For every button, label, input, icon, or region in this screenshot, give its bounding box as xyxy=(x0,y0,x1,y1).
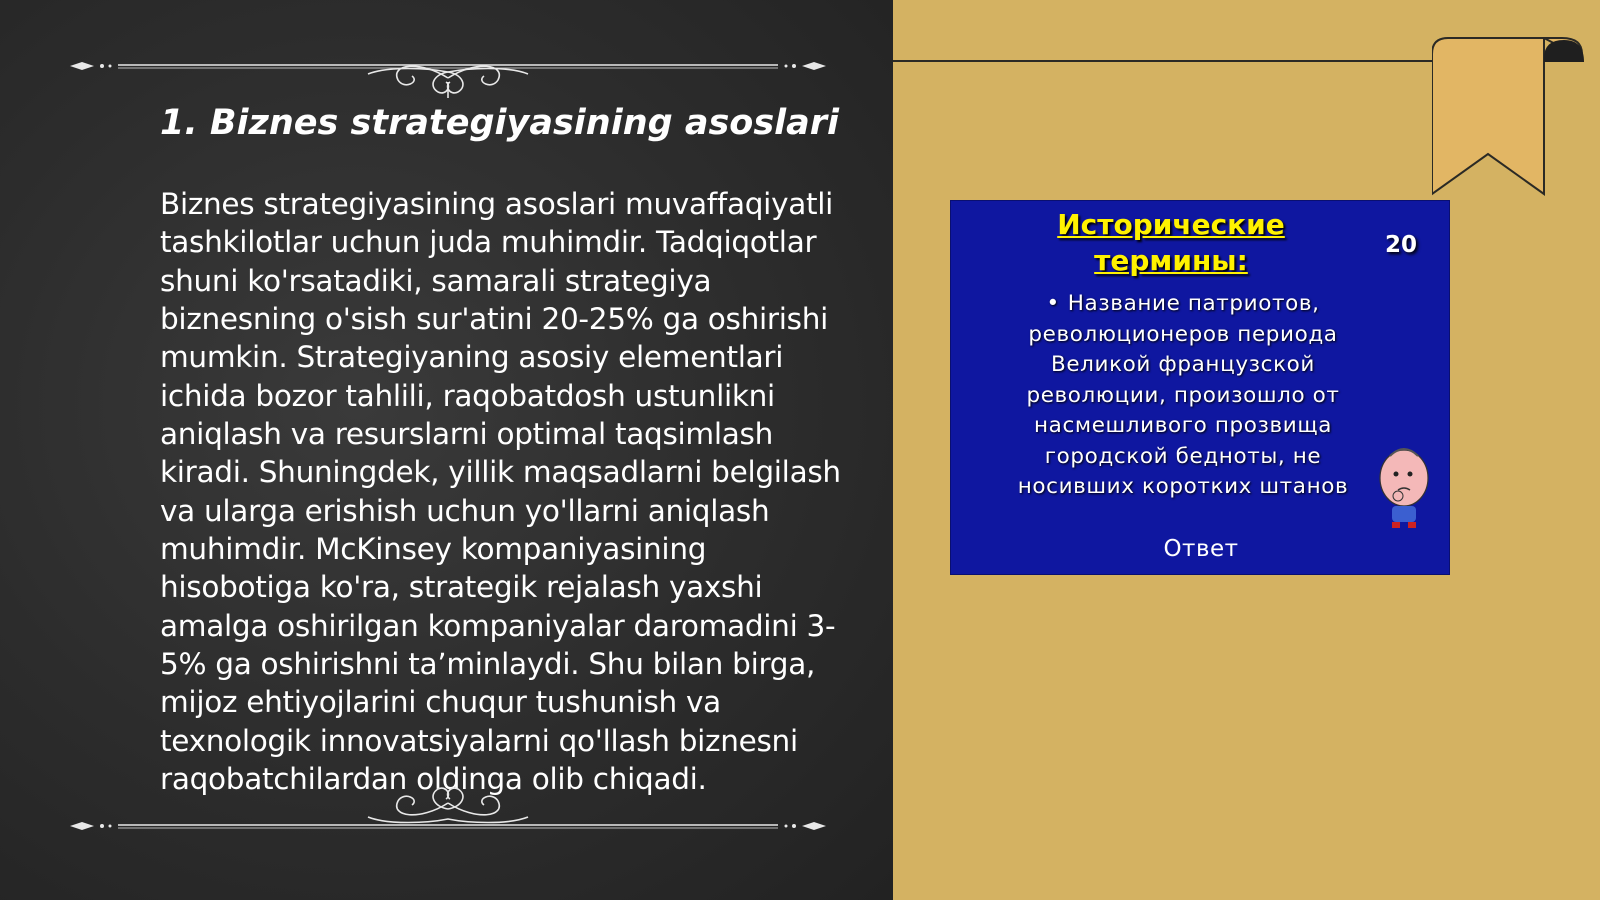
slide-title: 1. Biznes strategiyasining asoslari xyxy=(160,103,840,143)
slide-body-text: Biznes strategiyasining asoslari muvaffaqiyatli tashkilotlar uchun juda muhimdir. Tadqiqotlar shuni ko'rsatadiki, samarali strategiya biznesning o'sish sur'atini 20-25% ga oshirishi mumkin. Strategiyaning asosiy elementlari ichida bozor tahlili, raqobatdosh ustunlikni aniqlash va resurslarni optimal taqsimlash kiradi. Shuningdek, yillik maqsadlarni belgilash va ularga erishish uchun yo'llarni aniqlash muhimdir. McKinsey kompaniyasining hisobotiga ko'ra, strategik rejalash yaxshi amalga oshirilgan kompaniyalar daromadini 3-5% ga oshirishni ta’minlaydi. Shu bilan birga, mijoz ehtiyojlarini chuqur tushunish va texnologik innovatsiyalarni qo'llash biznesni raqobatchilardan oldinga olib chiqadi. xyxy=(160,187,841,797)
bullet-icon: • xyxy=(1046,291,1060,316)
card-question: Название патриотов, революционеров периода Великой французской революции, произошло от насмешливого прозвища городской бедноты, не носивших коротких штанов xyxy=(1017,291,1349,499)
points-badge: 20 xyxy=(1384,232,1417,258)
answer-link[interactable]: Ответ xyxy=(1163,536,1239,562)
card-question-text xyxy=(993,289,1373,503)
top-flourish-divider-icon xyxy=(68,38,828,98)
quiz-card xyxy=(950,200,1450,575)
thinking-character-icon xyxy=(1376,436,1436,531)
card-title: Исторические термины: xyxy=(1057,208,1285,277)
bookmark-ribbon-icon xyxy=(1432,34,1600,204)
header-rule xyxy=(893,60,1435,62)
bottom-flourish-divider-icon xyxy=(68,785,828,845)
